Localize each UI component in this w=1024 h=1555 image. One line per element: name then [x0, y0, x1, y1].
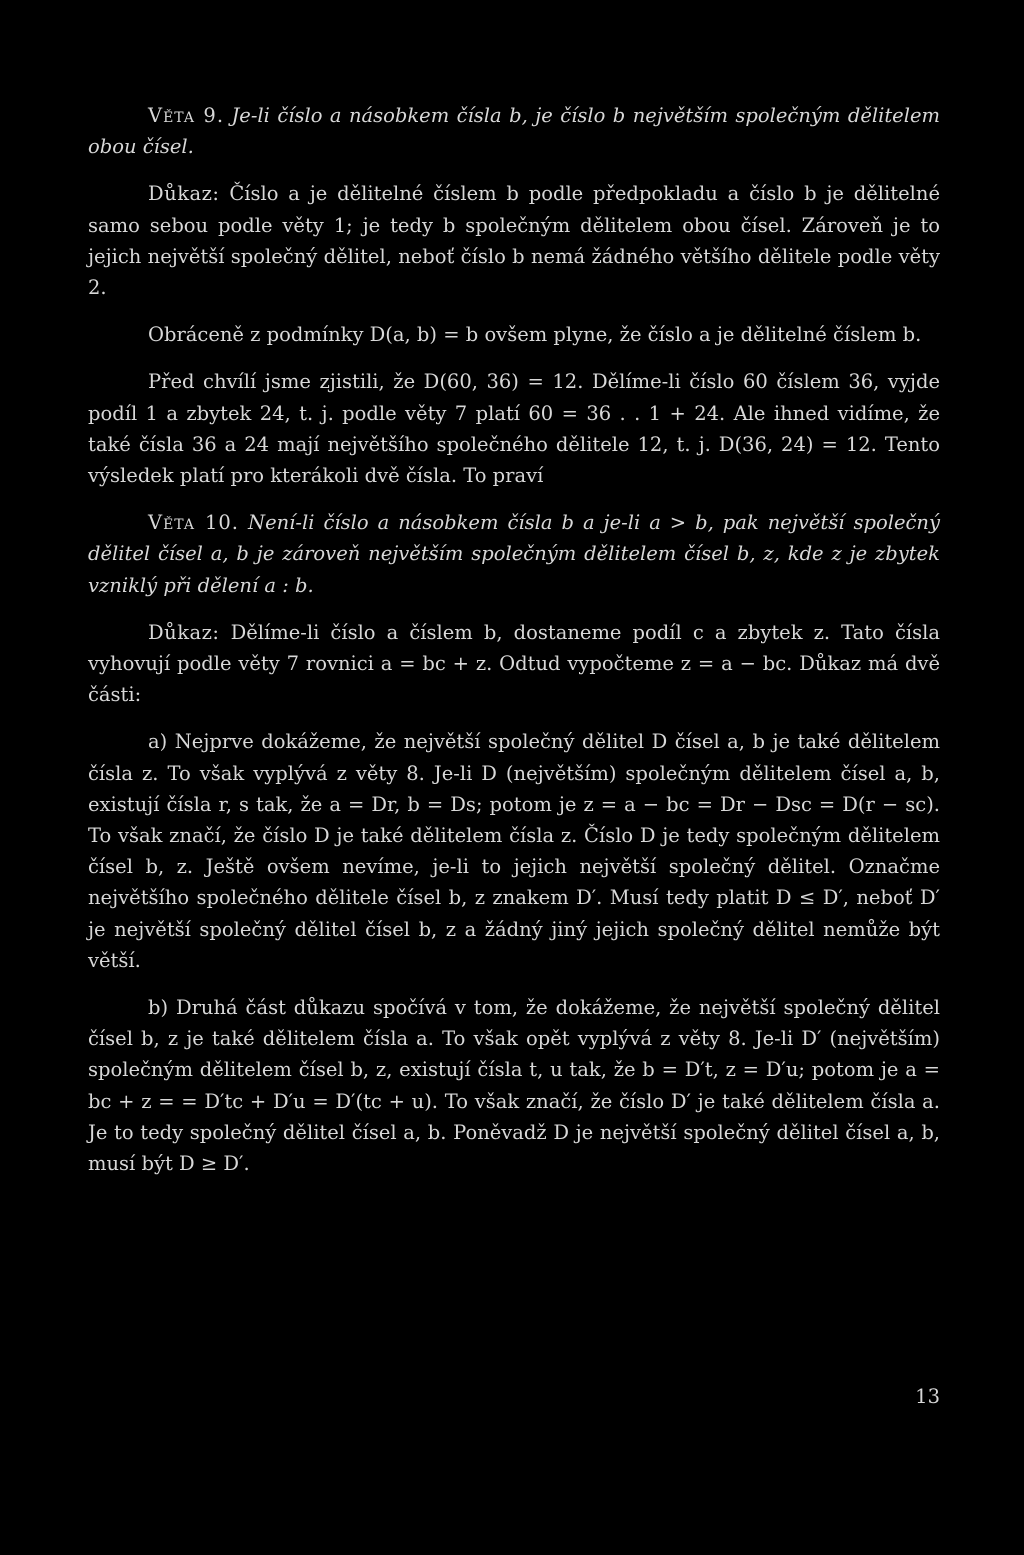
proof-9-text: Číslo a je dělitelné číslem b podle předpokladu a číslo b je dělitelné samo sebou podle věty 1; je tedy b společným dělitelem obou čísel. Zároveň je to jejich největší společný dělitel, neboť číslo b nemá žádného většího dělitele podle věty 2. — [88, 182, 940, 300]
theorem-10-label: Věta 10. — [148, 511, 239, 535]
page-number: 13 — [915, 1385, 940, 1408]
proof-10 — [88, 617, 940, 711]
example-paragraph: Před chvílí jsme zjistili, že D(60, 36) = 12. Dělíme-li číslo 60 číslem 36, vyjde podíl 1 a zbytek 24, t. j. podle věty 7 platí 60 = 36 . . 1 + 24. Ale ihned vidíme, že také čísla 36 a 24 mají největšího společného dělitele 12, t. j. D(36, 24) = 12. Tento výsledek platí pro kterákoli dvě čísla. To praví — [88, 370, 940, 488]
theorem-9 — [88, 100, 940, 162]
theorem-9-text: Je-li číslo a násobkem čísla b, je číslo b největším společným dělitelem obou čísel. — [88, 104, 940, 159]
proof-9 — [88, 178, 940, 303]
proof-part-a: a) Nejprve dokážeme, že největší společný dělitel D čísel a, b je také dělitelem čísla z. To však vyplývá z věty 8. Je-li D (největším) společným dělitelem čísel a, b, existují čísla r, s tak, že a = Dr, b = Ds; potom je z = a − bc = Dr − Dsc = D(r − sc). To však značí, že číslo D je také dělitelem čísla z. Číslo D je tedy společným dělitelem čísel b, z. Ještě ovšem nevíme, je-li to jejich největší společný dělitel. Označme největšího společného dělitele čísel b, z znakem D′. Musí tedy platit D ≤ D′, neboť D′ je největší společný dělitel čísel b, z a žádný jiný jejich společný dělitel nemůže být větší. — [88, 730, 940, 972]
document-page — [88, 100, 940, 1195]
converse-paragraph: Obráceně z podmínky D(a, b) = b ovšem plyne, že číslo a je dělitelné číslem b. — [148, 323, 922, 347]
proof-part-b: b) Druhá část důkazu spočívá v tom, že dokážeme, že největší společný dělitel čísel b, z je také dělitelem čísla a. To však opět vyplývá z věty 8. Je-li D′ (největším) společným dělitelem čísel b, z, existují čísla t, u tak, že b = D′t, z = D′u; potom je a = bc + z = = D′tc + D′u = D′(tc + u). To však značí, že číslo D′ je také dělitelem čísla a. Je to tedy společný dělitel čísel a, b. Poněvadž D je největší společný dělitel čísel a, b, musí být D ≥ D′. — [88, 996, 940, 1176]
proof-10-text: Dělíme-li číslo a číslem b, dostaneme podíl c a zbytek z. Tato čísla vyhovují podle věty 7 rovnici a = bc + z. Odtud vypočteme z = a − bc. Důkaz má dvě části: — [88, 620, 940, 707]
proof-10-label: Důkaz: — [148, 620, 220, 644]
theorem-10 — [88, 507, 940, 601]
theorem-10-text: Není-li číslo a násobkem čísla b a je-li a > b, pak největší společný dělitel čísel a, b je zároveň největším společným dělitelem čísel b, z, kde z je zbytek vzniklý při dělení a : b. — [88, 511, 940, 597]
theorem-9-label: Věta 9. — [148, 104, 225, 127]
proof-9-label: Důkaz: — [148, 182, 220, 206]
